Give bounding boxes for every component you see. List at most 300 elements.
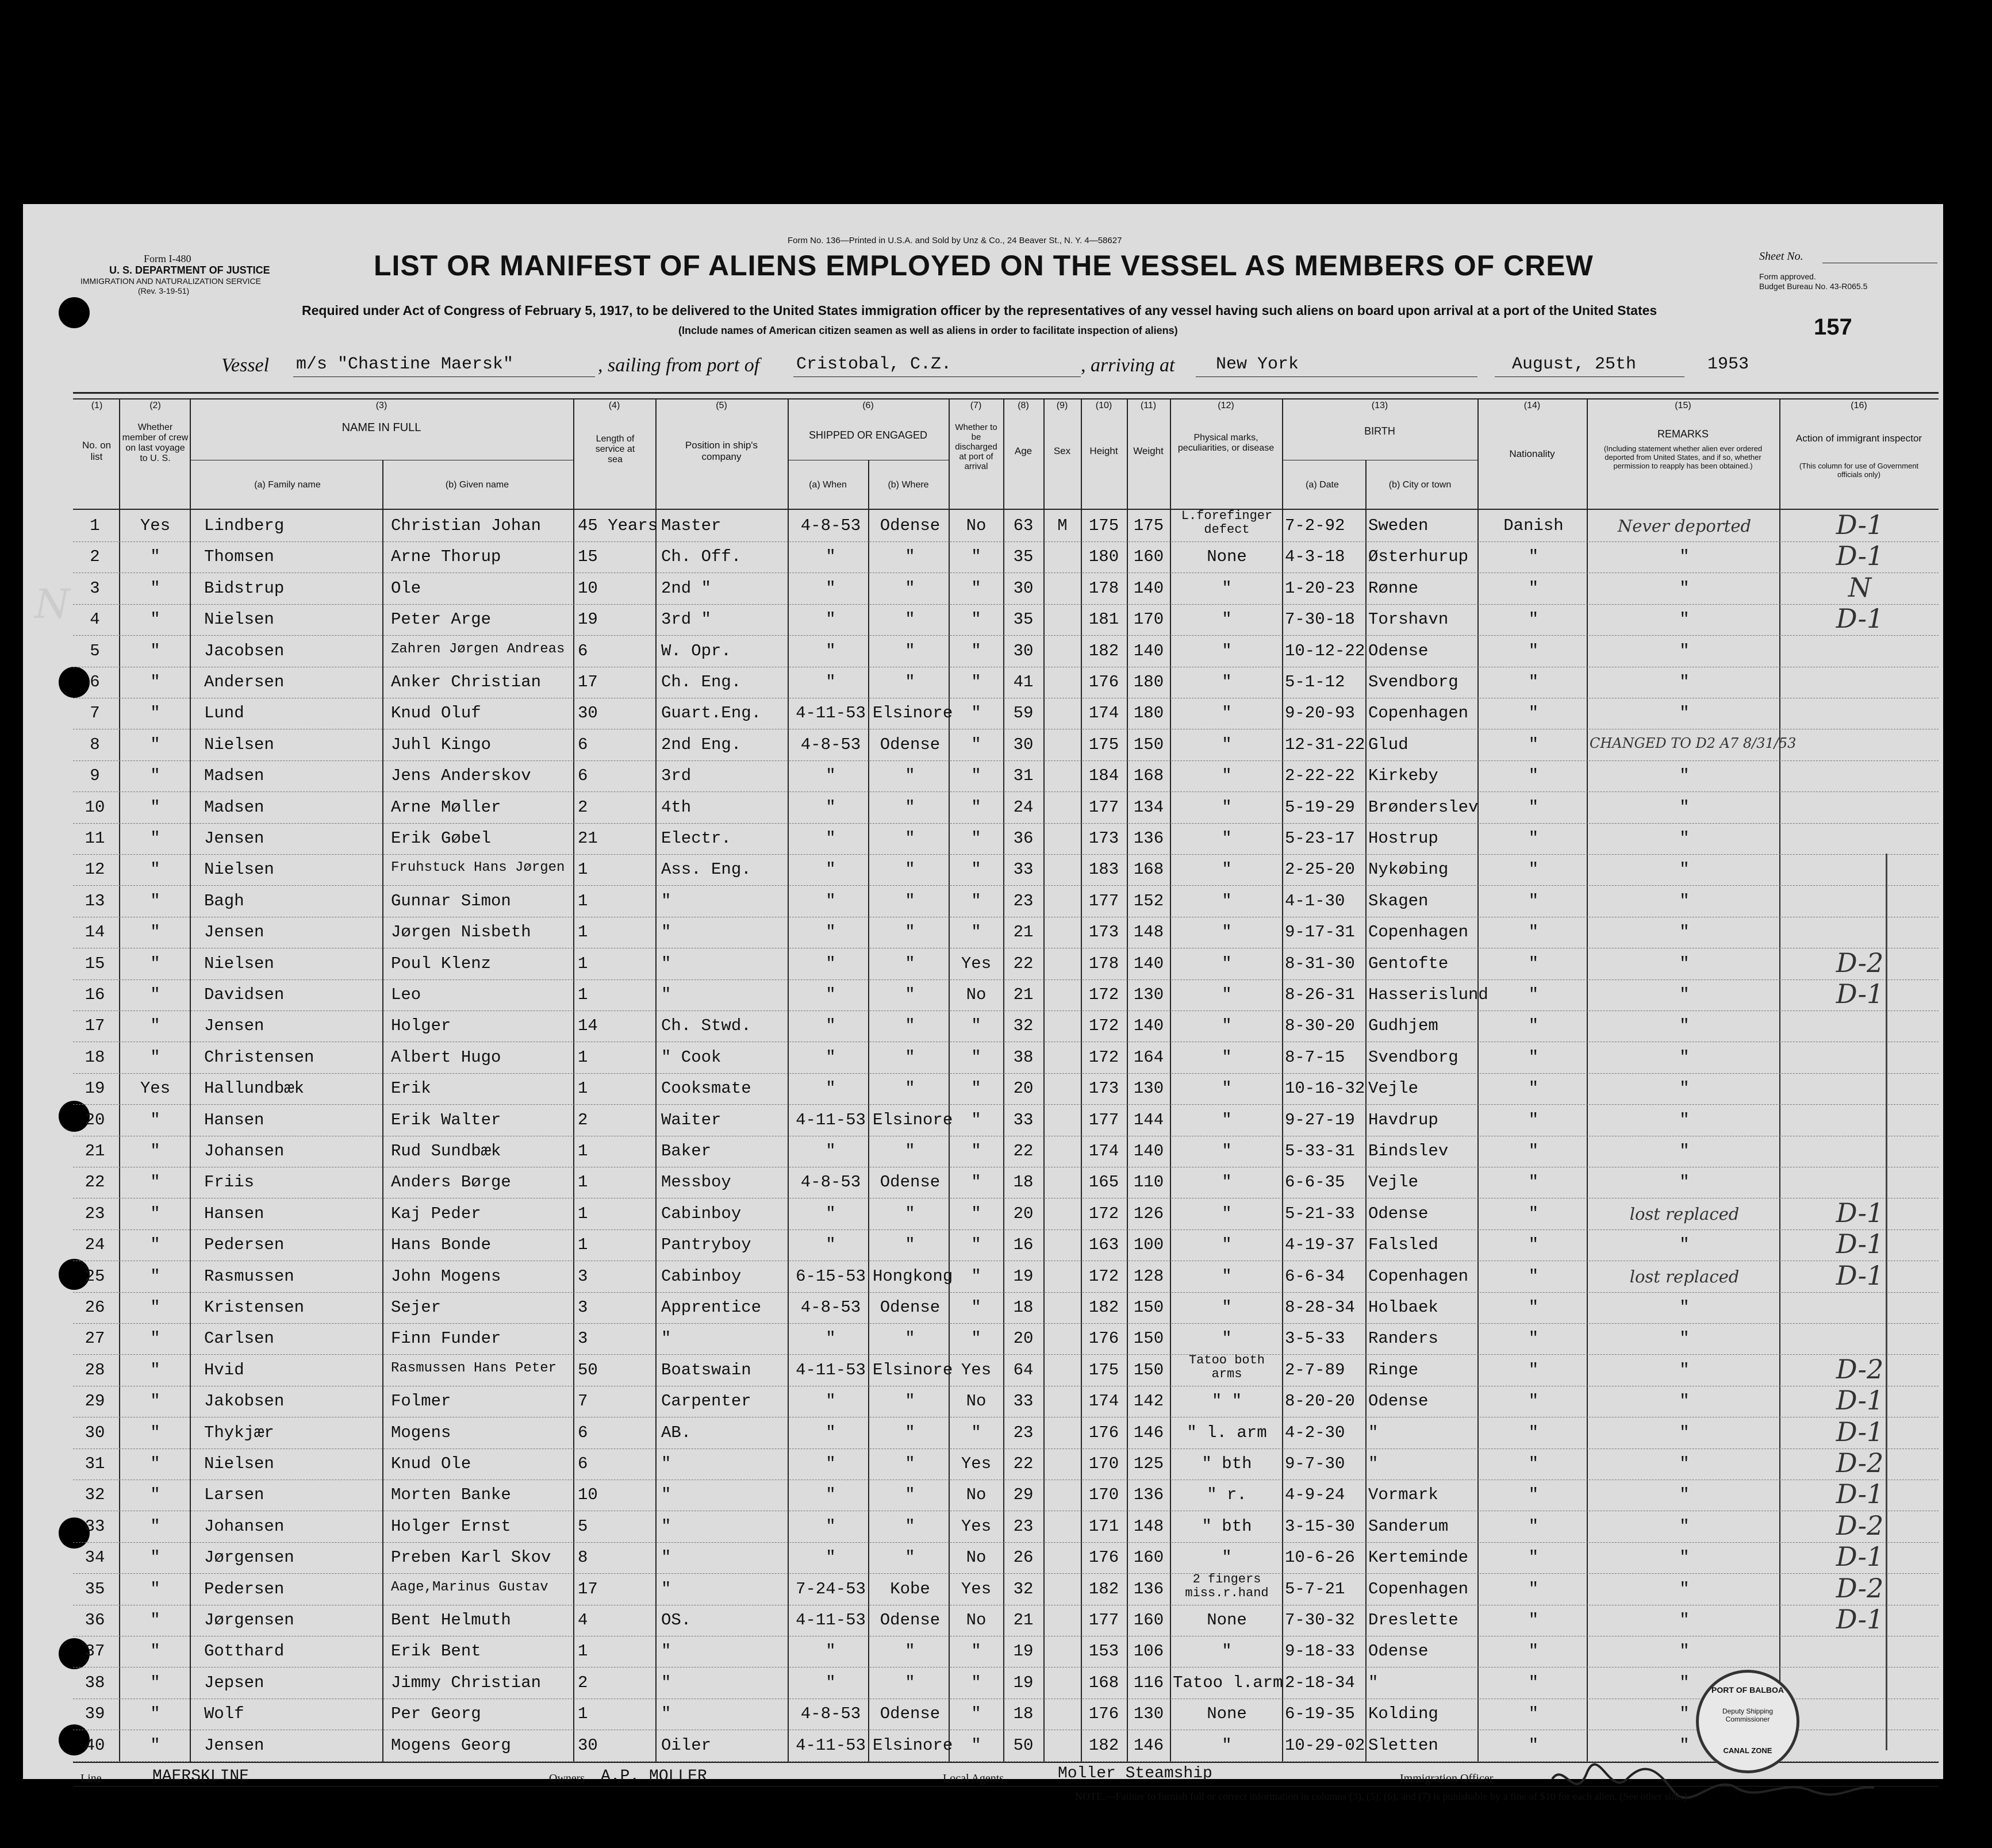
cell-bdate: 9-20-93 [1285, 704, 1355, 723]
cell-height: 176 [1088, 1329, 1119, 1348]
cell-service: 3 [578, 1298, 588, 1317]
cell-bdate: 7-30-32 [1285, 1611, 1355, 1630]
cell-prev: " [150, 704, 160, 723]
cell-sex [1045, 704, 1080, 727]
cell-given: Erik Gøbel [391, 829, 492, 848]
cell-action [1782, 1666, 1937, 1689]
cell-no: 38 [85, 1673, 105, 1692]
cell-given: Kaj Peder [391, 1204, 481, 1223]
cell-remarks: " [1679, 985, 1690, 1004]
cell-no: 2 [90, 547, 100, 567]
cell-marks: " [1222, 1204, 1232, 1223]
table-row [73, 1387, 1939, 1417]
cell-bcity: Gentofte [1368, 954, 1449, 973]
cell-bcity: Glud [1368, 735, 1408, 754]
cell-family: Thykjær [204, 1423, 274, 1442]
cell-no: 7 [90, 704, 100, 723]
cell-family: Johansen [204, 1516, 285, 1536]
cell-height: 174 [1088, 1392, 1119, 1411]
cell-where: Odense [880, 735, 941, 754]
cell-given: Erik Bent [391, 1642, 481, 1661]
cell-height: 172 [1088, 1047, 1119, 1067]
cell-height: 172 [1088, 985, 1119, 1004]
cell-weight: 164 [1133, 1047, 1164, 1067]
margin-mark: N [34, 581, 70, 628]
cell-nat: " [1528, 923, 1539, 942]
cell-marks: " [1222, 1548, 1232, 1567]
cell-bcity: Rønne [1368, 578, 1419, 598]
col16-note: (This column for use of Government officials only) [1799, 462, 1919, 479]
cell-no: 11 [85, 829, 105, 848]
cell-bcity: Hasserislund [1368, 985, 1488, 1004]
cell-given: Sejer [391, 1298, 442, 1317]
cell-weight: 160 [1133, 1611, 1164, 1630]
cell-disch: " [971, 1142, 981, 1161]
cell-service: 30 [578, 1735, 598, 1755]
sailing-label: , sailing from port of [598, 355, 760, 376]
cell-family: Jakobsen [204, 1392, 285, 1411]
cell-action [1782, 1697, 1937, 1720]
cell-action: D-1 [1836, 1416, 1884, 1447]
col16-header: Action of immigrant inspector [1795, 433, 1922, 444]
cell-age: 30 [1013, 641, 1034, 660]
cell-weight: 146 [1133, 1423, 1164, 1442]
cell-weight: 140 [1133, 578, 1164, 598]
cell-bdate: 6-6-35 [1285, 1173, 1345, 1192]
cell-nat: " [1528, 578, 1539, 598]
cell-when: " [826, 1392, 836, 1411]
cell-bdate: 4-3-18 [1285, 547, 1345, 567]
cell-nat: " [1528, 1704, 1539, 1724]
cell-bdate: 5-21-33 [1285, 1204, 1355, 1223]
cell-disch: " [971, 1735, 981, 1755]
col1-number: (1) [91, 401, 103, 410]
col4-header: Length of service at sea [595, 434, 635, 464]
cell-sex [1045, 1235, 1080, 1258]
vessel-label: Vessel [221, 355, 270, 376]
cell-sex [1045, 1517, 1080, 1540]
cell-bcity: Sanderum [1368, 1516, 1449, 1536]
form-approval: Form approved. [1759, 272, 1816, 281]
arrival-year: 1953 [1707, 355, 1749, 374]
cell-sex [1045, 1580, 1080, 1603]
line-value: MAERSKLINE [152, 1768, 250, 1785]
cell-height: 176 [1088, 1548, 1119, 1567]
cell-family: Jepsen [204, 1673, 264, 1692]
cell-family: Jensen [204, 1735, 264, 1755]
cell-where: " [905, 1673, 915, 1692]
cell-action: D-1 [1836, 1478, 1884, 1510]
table-row [73, 1606, 1939, 1636]
cell-nat: " [1528, 1329, 1539, 1348]
cell-weight: 130 [1133, 1704, 1164, 1724]
cell-given: Bent Helmuth [391, 1611, 511, 1630]
cell-sex [1045, 892, 1080, 915]
cell-height: 165 [1088, 1173, 1119, 1192]
cell-prev: " [150, 829, 160, 848]
cell-disch: No [966, 1392, 987, 1411]
cell-where: " [905, 860, 915, 879]
cell-marks: " [1222, 641, 1232, 660]
cell-sex [1045, 1204, 1080, 1227]
cell-remarks: " [1679, 610, 1690, 629]
cell-action [1782, 791, 1937, 814]
cell-disch: " [971, 1204, 981, 1223]
cell-height: 170 [1088, 1454, 1119, 1473]
cell-age: 41 [1013, 673, 1034, 691]
cell-family: Lund [204, 704, 244, 723]
cell-disch: " [971, 1266, 981, 1286]
cell-family: Nielsen [204, 610, 274, 629]
cell-height: 170 [1088, 1485, 1119, 1505]
cell-prev: " [150, 860, 160, 879]
cell-age: 32 [1013, 1016, 1034, 1036]
cell-bcity: Torshavn [1368, 610, 1449, 629]
cell-given: Knud Ole [391, 1454, 471, 1473]
cell-disch: " [971, 704, 981, 723]
cell-height: 178 [1088, 578, 1119, 598]
col3-number: (3) [375, 401, 387, 410]
cell-age: 29 [1013, 1485, 1034, 1505]
cell-remarks: " [1679, 1673, 1690, 1692]
cell-service: 15 [578, 547, 598, 567]
cell-weight: 126 [1133, 1204, 1164, 1223]
cell-action: D-1 [1836, 540, 1884, 572]
cell-weight: 146 [1133, 1735, 1164, 1755]
cell-weight: 136 [1133, 1579, 1164, 1599]
cell-bdate: 5-7-21 [1285, 1579, 1345, 1599]
cell-bdate: 2-18-34 [1285, 1673, 1355, 1692]
cell-weight: 175 [1133, 516, 1164, 535]
cell-action [1782, 1729, 1937, 1752]
cell-marks: " [1222, 1235, 1232, 1255]
cell-sex [1045, 1642, 1080, 1665]
cell-weight: 160 [1133, 1548, 1164, 1567]
cell-action [1782, 759, 1937, 782]
cell-family: Hvid [204, 1360, 244, 1380]
cell-when: " [826, 610, 836, 629]
cell-no: 6 [90, 673, 100, 691]
owners-label: Owners [549, 1772, 585, 1785]
cell-sex [1045, 1048, 1080, 1071]
cell-action [1782, 1291, 1937, 1314]
stamp-bottom: CANAL ZONE [1723, 1746, 1772, 1755]
cell-disch: " [971, 1047, 981, 1067]
col14-number: (14) [1523, 401, 1541, 410]
cell-height: 153 [1088, 1642, 1119, 1661]
cell-remarks: " [1679, 1047, 1690, 1067]
cell-position: W. Opr. [661, 641, 731, 660]
cell-prev: " [150, 1735, 160, 1755]
cell-disch: Yes [961, 1454, 992, 1473]
cell-sex [1045, 1173, 1080, 1196]
cell-service: 1 [578, 891, 588, 910]
cell-no: 15 [85, 954, 105, 973]
cell-service: 1 [578, 1204, 588, 1223]
cell-given: Rasmussen Hans Peter [391, 1360, 557, 1376]
cell-age: 20 [1013, 1079, 1034, 1098]
cell-bdate: 4-9-24 [1285, 1485, 1345, 1505]
cell-marks: " " [1211, 1392, 1242, 1411]
cell-sex [1045, 1329, 1080, 1352]
cell-no: 36 [85, 1611, 105, 1630]
cell-remarks: " [1679, 1298, 1690, 1317]
cell-weight: 136 [1133, 1485, 1164, 1505]
cell-nat: " [1528, 1673, 1539, 1692]
table-row [73, 1168, 1939, 1198]
cell-when: " [826, 673, 836, 691]
cell-age: 30 [1013, 735, 1034, 754]
manifest-sheet [23, 204, 1943, 1802]
cell-prev: " [150, 1329, 160, 1348]
arrival-port: New York [1216, 355, 1299, 374]
cell-nat: " [1528, 610, 1539, 629]
agents-value: Moller Steamship [1058, 1765, 1212, 1782]
col15-note: (Including statement whether alien ever ordered deported from United States, and if so, whether permission to reapply has been obtained.) [1603, 444, 1763, 470]
cell-sex [1045, 610, 1080, 633]
cell-marks: " [1222, 610, 1232, 629]
service: IMMIGRATION AND NATURALIZATION SERVICE [80, 276, 261, 286]
cell-bdate: 10-12-22 [1285, 641, 1365, 660]
cell-position: " [661, 1704, 671, 1724]
cell-where: " [905, 1392, 915, 1411]
cell-where: " [905, 797, 915, 817]
cell-weight: 160 [1133, 547, 1164, 567]
cell-family: Jørgensen [204, 1611, 294, 1630]
cell-when: 4-8-53 [800, 516, 861, 535]
cell-given: John Mogens [391, 1266, 501, 1286]
cell-given: Aage,Marinus Gustav [391, 1579, 548, 1595]
cell-marks: " [1222, 1266, 1232, 1286]
cell-nat: Danish [1503, 516, 1564, 535]
cell-family: Carlsen [204, 1329, 274, 1348]
cell-bdate: 5-23-17 [1285, 829, 1355, 848]
cell-bdate: 10-29-02 [1285, 1735, 1365, 1755]
table-row [73, 1353, 1939, 1386]
cell-when: 4-8-53 [800, 1298, 861, 1317]
cell-height: 182 [1088, 1579, 1119, 1599]
cell-bcity: Vejle [1368, 1079, 1419, 1098]
cell-height: 182 [1088, 1735, 1119, 1755]
cell-nat: " [1528, 1110, 1539, 1129]
cell-service: 2 [578, 797, 588, 817]
cell-nat: " [1528, 1454, 1539, 1473]
cell-action: D-2 [1836, 1447, 1884, 1478]
cell-action [1782, 885, 1937, 908]
cell-no: 3 [90, 578, 100, 598]
cell-disch: " [971, 1016, 981, 1036]
cell-remarks: " [1679, 1454, 1690, 1473]
cell-no: 4 [90, 610, 100, 629]
cell-weight: 130 [1133, 985, 1164, 1004]
cell-where: " [905, 1548, 915, 1567]
cell-action: D-1 [1836, 1385, 1884, 1416]
cell-disch: " [971, 923, 981, 942]
cell-age: 64 [1013, 1360, 1034, 1380]
cell-sex [1045, 579, 1080, 602]
cell-marks: " [1222, 735, 1232, 754]
cell-disch: " [971, 1298, 981, 1317]
cell-when: " [826, 923, 836, 942]
cell-disch: " [971, 673, 981, 691]
cell-height: 176 [1088, 673, 1119, 691]
cell-height: 177 [1088, 891, 1119, 910]
cell-prev: " [150, 1611, 160, 1630]
cell-no: 31 [85, 1454, 105, 1473]
cell-given: Holger Ernst [391, 1516, 511, 1536]
cell-family: Bidstrup [204, 578, 285, 598]
cell-marks: 2 fingers miss.r.hand [1185, 1572, 1269, 1600]
punch-hole [59, 297, 90, 328]
cell-height: 182 [1088, 1298, 1119, 1317]
cell-marks: " [1222, 578, 1232, 598]
cell-given: Folmer [391, 1392, 451, 1411]
cell-family: Jensen [204, 923, 264, 942]
cell-remarks: lost replaced [1629, 1204, 1740, 1224]
table-row [73, 1012, 1939, 1042]
cell-height: 177 [1088, 797, 1119, 817]
cell-remarks: " [1679, 1485, 1690, 1505]
cell-family: Kristensen [204, 1298, 305, 1317]
cell-family: Nielsen [204, 1454, 274, 1473]
table-row [73, 540, 1939, 573]
cell-when: " [826, 797, 836, 817]
cell-where: " [905, 985, 915, 1004]
cell-bcity: " [1368, 1454, 1379, 1473]
cell-prev: " [150, 1579, 160, 1599]
cell-height: 178 [1088, 954, 1119, 973]
cell-given: Mogens Georg [391, 1735, 511, 1755]
cell-action: D-1 [1836, 1228, 1884, 1260]
cell-when: " [826, 1016, 836, 1036]
vessel-name: m/s "Chastine Maersk" [296, 355, 514, 374]
cell-family: Jacobsen [204, 641, 285, 660]
cell-age: 23 [1013, 1516, 1034, 1536]
owners-value: A.P. MOLLER [601, 1768, 707, 1785]
cell-where: Elsinore [873, 1360, 953, 1380]
cell-position: " [661, 1516, 671, 1536]
cell-family: Rasmussen [204, 1266, 294, 1286]
cell-position: Messboy [661, 1173, 731, 1192]
cell-weight: 150 [1133, 1360, 1164, 1380]
cell-disch: " [971, 1110, 981, 1129]
cell-marks: " [1222, 1173, 1232, 1192]
cell-bcity: Odense [1368, 1392, 1429, 1411]
cell-when: 4-8-53 [800, 1173, 861, 1192]
cell-nat: " [1528, 1360, 1539, 1380]
printer-line: Form No. 136—Printed in U.S.A. and Sold by Unz & Co., 24 Beaver St., N. Y. 4—58627 [788, 236, 1122, 245]
cell-marks: " [1222, 1110, 1232, 1129]
cell-given: Fruhstuck Hans Jørgen [391, 860, 565, 876]
col4-number: (4) [608, 401, 620, 410]
cell-given: Albert Hugo [391, 1047, 501, 1067]
cell-remarks: " [1679, 860, 1690, 879]
cell-sex [1045, 860, 1080, 883]
arrival-date: August, 25th [1512, 355, 1637, 374]
cell-position: 4th [661, 797, 692, 817]
cell-service: 2 [578, 1110, 588, 1129]
cell-sex [1045, 1361, 1080, 1384]
cell-disch: " [971, 860, 981, 879]
cell-sex [1045, 1016, 1080, 1039]
col7-header: Whether to be discharged at port of arrival [955, 422, 997, 471]
cell-age: 16 [1013, 1235, 1034, 1255]
cell-height: 174 [1088, 704, 1119, 723]
cell-marks: " [1222, 1642, 1232, 1661]
cell-nat: " [1528, 860, 1539, 879]
cell-weight: 100 [1133, 1235, 1164, 1255]
cell-no: 27 [85, 1329, 105, 1348]
col7-number: (7) [970, 401, 982, 410]
cell-marks: " [1222, 1016, 1232, 1036]
cell-bcity: Bindslev [1368, 1142, 1449, 1161]
cell-given: Arne Møller [391, 797, 501, 817]
cell-position: Ass. Eng. [661, 860, 751, 879]
cell-service: 17 [578, 1579, 598, 1599]
table-row [73, 824, 1939, 855]
cell-position: Cabinboy [661, 1266, 742, 1286]
col13b-header: (b) City or town [1388, 480, 1452, 490]
cell-marks: Tatoo both arms [1188, 1353, 1265, 1381]
cell-disch: " [971, 1423, 981, 1442]
cell-disch: Yes [961, 1360, 992, 1380]
cell-prev: " [150, 1423, 160, 1442]
cell-marks: " r. [1207, 1485, 1247, 1505]
cell-position: Oiler [661, 1735, 712, 1755]
cell-bdate: 7-30-18 [1285, 610, 1355, 629]
cell-sex [1045, 1423, 1080, 1446]
cell-when: 7-24-53 [796, 1579, 866, 1599]
cell-bdate: 8-26-31 [1285, 985, 1355, 1004]
cell-service: 1 [578, 1047, 588, 1067]
cell-when: " [826, 641, 836, 660]
cell-where: " [905, 1516, 915, 1536]
col9-header: Sex [1053, 445, 1071, 456]
cell-remarks: " [1679, 766, 1690, 786]
cell-bdate: 5-19-29 [1285, 797, 1355, 817]
cell-nat: " [1528, 1204, 1539, 1223]
cell-marks: " [1222, 1142, 1232, 1161]
cell-no: 29 [85, 1392, 105, 1411]
cell-remarks: " [1679, 1548, 1690, 1567]
cell-bdate: 8-20-20 [1285, 1392, 1355, 1411]
cell-service: 45 Years [578, 516, 658, 535]
cell-prev: Yes [140, 1079, 171, 1098]
cell-action [1782, 1009, 1937, 1032]
cell-service: 5 [578, 1516, 588, 1536]
cell-bdate: 10-6-26 [1285, 1548, 1355, 1567]
table-row [73, 1259, 1939, 1293]
col14-header: Nationality [1509, 448, 1555, 459]
cell-no: 35 [85, 1579, 105, 1599]
cell-when: " [826, 1329, 836, 1348]
cell-height: 182 [1088, 641, 1119, 660]
cell-bcity: " [1368, 1423, 1379, 1442]
cell-marks: None [1207, 547, 1247, 567]
col3b-header: (b) Given name [445, 480, 509, 490]
cell-no: 10 [85, 797, 105, 817]
cell-service: 1 [578, 1142, 588, 1161]
cell-sex [1045, 923, 1080, 946]
cell-service: 6 [578, 766, 588, 786]
cell-bcity: Holbaek [1368, 1298, 1438, 1317]
cell-action [1782, 1635, 1937, 1658]
col6-number: (6) [862, 401, 874, 410]
cell-remarks: " [1679, 1235, 1690, 1255]
cell-disch: " [971, 891, 981, 910]
cell-service: 6 [578, 641, 588, 660]
cell-marks: Tatoo l.arm [1173, 1673, 1283, 1692]
